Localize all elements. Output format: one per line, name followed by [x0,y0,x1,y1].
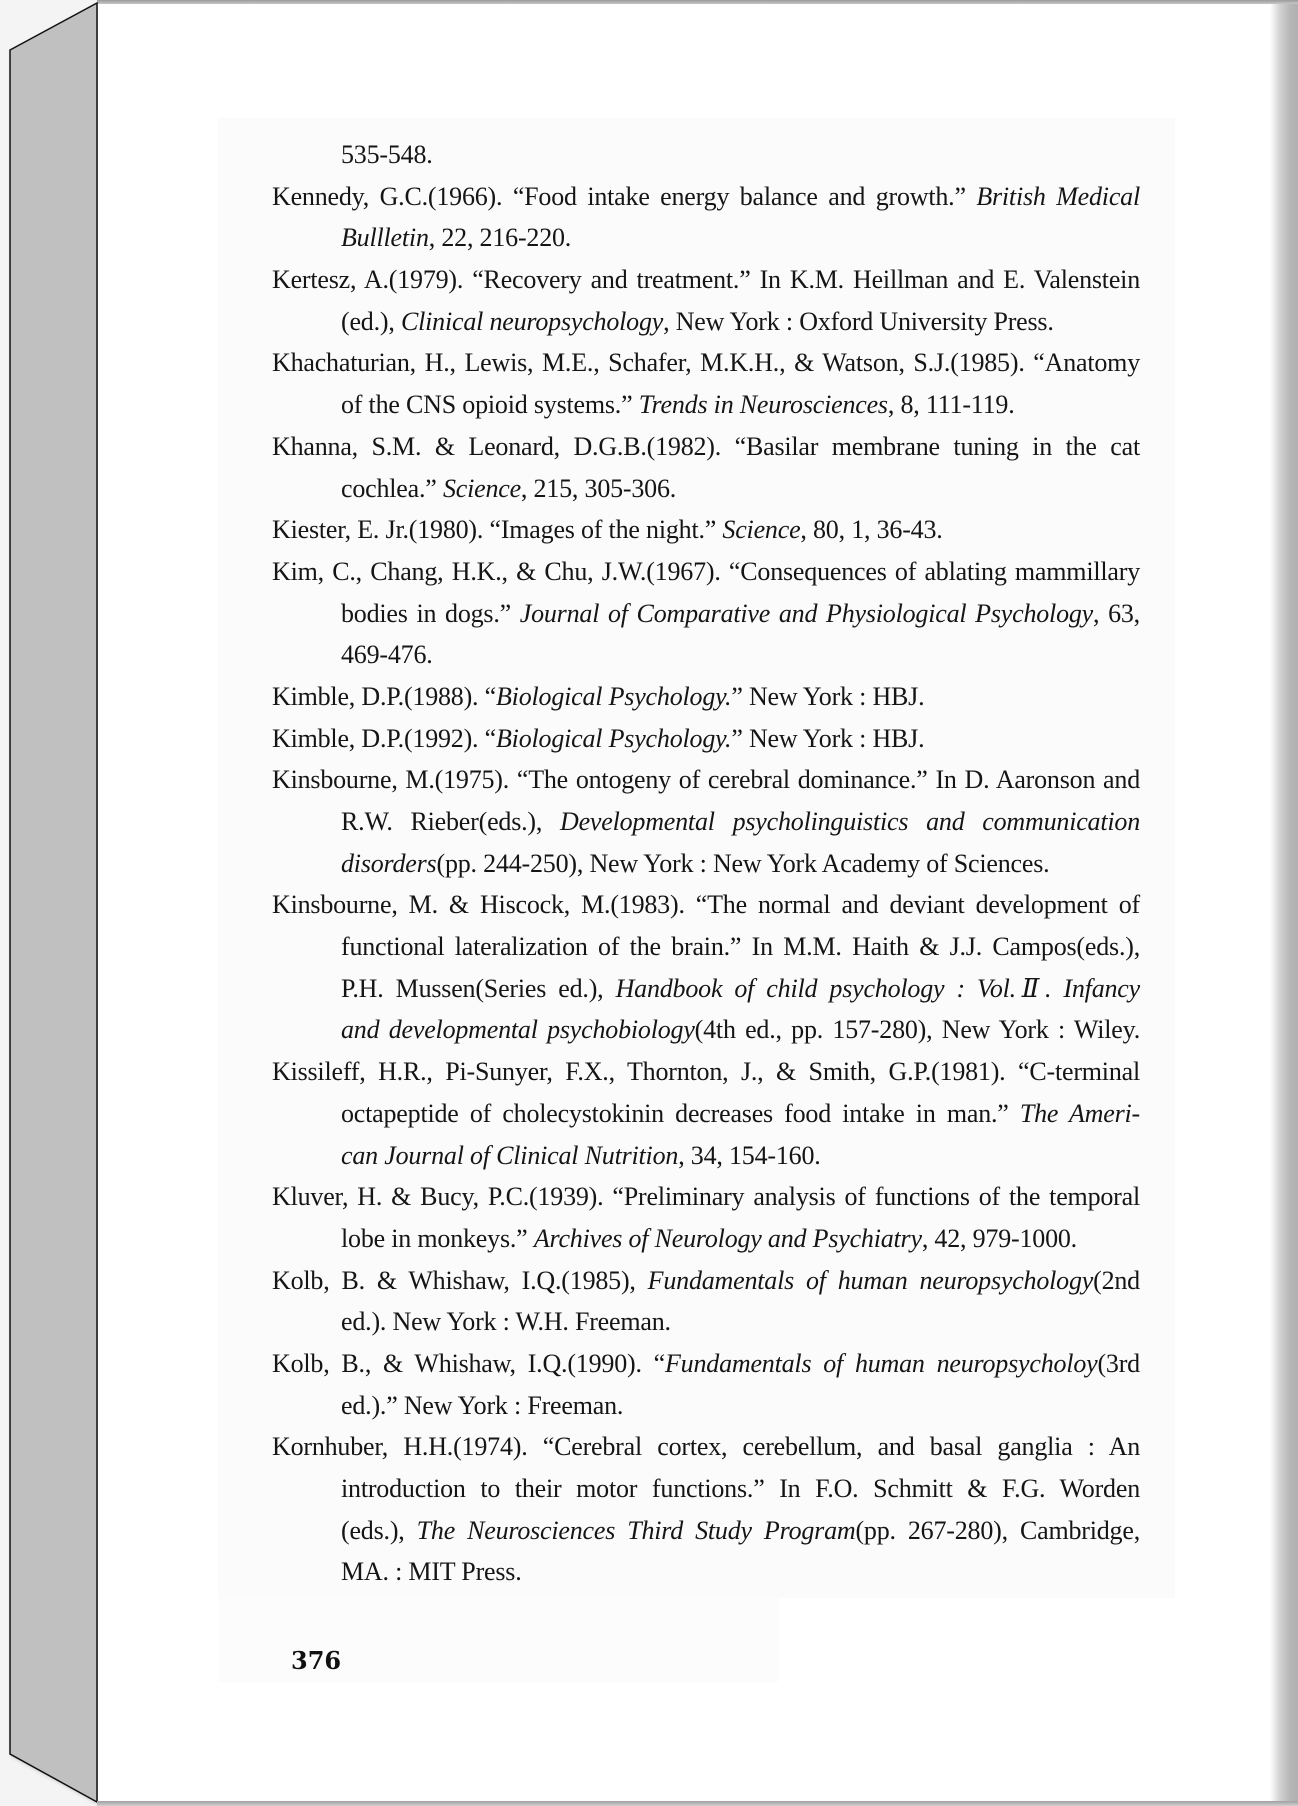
reference-entry [272,1343,1140,1426]
reference-entry [272,551,1140,676]
reference-line [272,1260,1140,1302]
reference-line [272,1343,1140,1385]
reference-line [272,509,1140,551]
reference-entry [272,718,1140,760]
reference-line [272,759,1140,801]
reference-text: bodies in dogs.” [341,598,520,628]
reference-text: , 22, 216-220. [428,223,572,253]
page-right-shadow [1270,4,1298,1801]
reference-entry [272,342,1140,425]
reference-text: Khachaturian, H., Lewis, M.E., Schafer, M.K.H., & Watson, S.J.(1985). “Anatomy [272,348,1140,378]
reference-line [272,342,1140,384]
reference-text: (4th ed., pp. 157-280), New York : Wiley. [694,1015,1140,1045]
italic-title: Journal of Comparative and Physiological Psychology [519,598,1094,628]
reference-line [272,1218,1140,1260]
reference-line [272,134,1140,176]
reference-line [272,384,1140,426]
reference-text: Kertesz, A.(1979). “Recovery and treatment.” In K.M. Heillman and E. Valenstein [272,265,1140,295]
reference-line [272,1009,1140,1051]
reference-entry [272,1426,1140,1593]
italic-title: British Medical [976,181,1140,211]
reference-text: (3rd [1097,1348,1140,1378]
reference-line [272,551,1140,593]
reference-text: ” New York : HBJ. [731,681,925,711]
book-spine [0,0,100,1806]
reference-line [272,1468,1140,1510]
reference-text: Kolb, B. & Whishaw, I.Q.(1985), [272,1265,648,1295]
reference-text: , 34, 154-160. [678,1140,821,1170]
reference-line [272,1510,1140,1552]
reference-text: , 80, 1, 36-43. [800,515,943,545]
italic-title: Developmental psycholinguistics and communication [560,807,1140,836]
italic-title: Biological Psychology. [496,681,732,711]
reference-entry [272,1051,1140,1176]
italic-title: The Neurosciences Third Study Program [416,1515,856,1545]
reference-entry [272,1176,1140,1259]
italic-title: Fundamentals of human neuropsycholoy [665,1348,1098,1378]
reference-text: (pp. 244-250), New York : New York Academy of Sciences. [436,848,1050,878]
reference-text: , New York : Oxford University Press. [663,306,1054,336]
reference-line [272,426,1140,468]
book-bottom-edge [97,1801,1298,1806]
reference-text: , 8, 111-119. [887,390,1015,420]
reference-text: cochlea.” [341,473,443,503]
reference-text: MA. : MIT Press. [341,1557,522,1587]
reference-text: Kissileff, H.R., Pi-Sunyer, F.X., Thornton, J., & Smith, G.P.(1981). “C-terminal [272,1057,1140,1087]
reference-line [272,1176,1140,1218]
page-number: 376 [291,1646,342,1675]
reference-entry [272,426,1140,509]
reference-text: of the CNS opioid systems.” [341,390,639,420]
reference-entry [272,676,1140,718]
reference-line [272,1301,1140,1343]
reference-line [272,301,1140,343]
italic-title: Clinical neuropsychology [400,306,664,336]
italic-title: Fundamentals of human neuropsychology [647,1265,1094,1295]
reference-line [272,468,1140,510]
italic-title: and developmental psychobiology [341,1015,695,1045]
reference-text: Kinsbourne, M. & Hiscock, M.(1983). “The normal and deviant development of [272,890,1140,920]
reference-text: (2nd [1093,1265,1140,1295]
reference-entry [272,134,1140,176]
reference-text: , 42, 979-1000. [921,1223,1077,1253]
reference-line [272,884,1140,926]
reference-line [272,259,1140,301]
italic-title: The Ameri- [1019,1098,1141,1128]
reference-text: Kornhuber, H.H.(1974). “Cerebral cortex, cerebellum, and basal ganglia : An [272,1432,1140,1462]
reference-line [272,718,1140,760]
reference-line [272,176,1140,218]
reference-text: Kimble, D.P.(1992). “ [272,723,496,753]
italic-title: disorders [341,848,437,878]
reference-entry [272,884,1140,1051]
reference-line [272,1135,1140,1177]
italic-title: Science [722,515,801,545]
reference-line [272,843,1140,885]
reference-text: Kinsbourne, M.(1975). “The ontogeny of cerebral dominance.” In D. Aaronson and [272,765,1140,795]
reference-line [272,634,1140,676]
reference-text: lobe in monkeys.” [341,1223,534,1253]
reference-line [272,1385,1140,1427]
reference-text: Kiester, E. Jr.(1980). “Images of the night.” [272,515,723,545]
italic-title: Science [442,473,521,503]
italic-title: Handbook of child psychology : Vol.Ⅱ. Infancy [615,973,1140,1003]
reference-line [272,676,1140,718]
reference-text: functional lateralization of the brain.” In M.M. Haith & J.J. Campos(eds.), [341,932,1140,962]
reference-text: , 63, [1093,598,1140,628]
reference-entry [272,176,1140,259]
reference-line [272,593,1140,635]
reference-text: octapeptide of cholecystokinin decreases food intake in man.” [341,1098,1020,1128]
reference-text: (pp. 267-280), Cambridge, [855,1515,1140,1545]
reference-text: 469-476. [341,640,433,670]
reference-text: Kennedy, G.C.(1966). “Food intake energy balance and growth.” [272,181,977,211]
reference-line [272,1426,1140,1468]
reference-text: Kolb, B., & Whishaw, I.Q.(1990). “ [272,1348,665,1378]
reference-text: Kluver, H. & Bucy, P.C.(1939). “Preliminary analysis of functions of the temporal [272,1182,1140,1212]
reference-text: introduction to their motor functions.” In F.O. Schmitt & F.G. Worden [341,1474,1140,1503]
reference-text: Kimble, D.P.(1988). “ [272,681,496,711]
italic-title: can Journal of Clinical Nutrition [341,1140,679,1170]
reference-line [272,1551,1140,1593]
reference-text: , 215, 305-306. [520,473,677,503]
reference-line [272,1093,1140,1135]
reference-text: Khanna, S.M. & Leonard, D.G.B.(1982). “Basilar membrane tuning in the cat [272,431,1140,461]
italic-title: Biological Psychology. [496,723,732,753]
reference-text: ed.).” New York : Freeman. [341,1390,624,1420]
reference-text: ed.). New York : W.H. Freeman. [341,1307,671,1337]
italic-title: Archives of Neurology and Psychiatry [533,1223,922,1253]
reference-line [272,926,1140,968]
reference-entry [272,259,1140,342]
reference-entry [272,509,1140,551]
reference-text: (eds.), [341,1515,417,1545]
reference-text: P.H. Mussen(Series ed.), [341,973,616,1003]
reference-text: Kim, C., Chang, H.K., & Chu, J.W.(1967). “Consequences of ablating mammillary [272,556,1140,586]
reference-line [272,801,1140,843]
italic-title: Trends in Neurosciences [638,390,888,420]
reference-text: 535-548. [341,140,433,169]
reference-entry [272,1260,1140,1343]
reference-entry [272,759,1140,884]
reference-line [272,968,1140,1010]
reference-line [272,1051,1140,1093]
italic-title: Bullletin [341,223,429,253]
reference-text: ” New York : HBJ. [731,723,925,753]
reference-list [272,134,1140,1593]
reference-line [272,217,1140,259]
reference-text: R.W. Rieber(eds.), [341,807,560,836]
reference-text: (ed.), [341,306,401,336]
